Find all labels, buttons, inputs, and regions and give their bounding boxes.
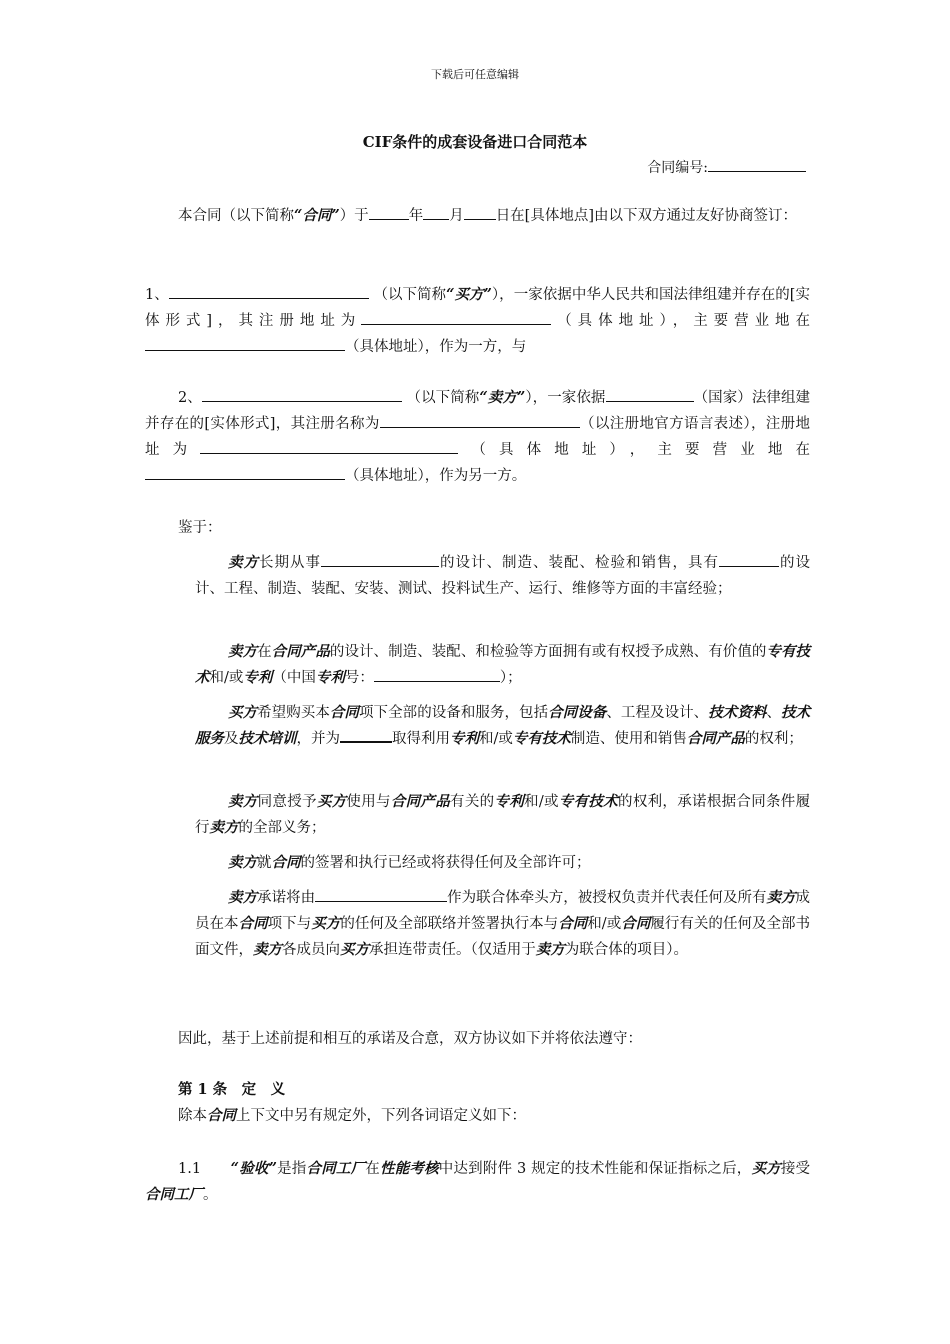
whereas-item-3 <box>195 700 810 752</box>
contract-number <box>647 157 806 177</box>
term: 合同工厂 <box>306 1160 366 1177</box>
text: 承担连带责任。（仅适用于 <box>369 942 536 958</box>
text: （以下简称 <box>406 390 480 406</box>
text: 在 <box>365 1161 380 1177</box>
term: 合同产品 <box>686 730 745 747</box>
text: 月 <box>449 208 464 224</box>
text: （具体地址），作为另一方。 <box>345 468 527 484</box>
text: 、工程及设计、 <box>606 705 709 721</box>
text: 为联合体的项目）。 <box>564 942 688 958</box>
text: 和/或 <box>524 794 559 810</box>
term: 专有技术 <box>558 793 619 810</box>
whereas-item-5 <box>195 850 810 876</box>
text: 和/或 <box>209 670 244 686</box>
text: （具体地址），主要营业地在 <box>551 313 811 329</box>
term: “合同” <box>294 207 340 224</box>
clause-number: 1.1 <box>178 1161 202 1177</box>
article-1-title: 第 1 条 定 义 <box>178 1081 286 1098</box>
whereas-item-4 <box>195 789 810 841</box>
term: 卖方 <box>535 941 565 958</box>
text: 除本 <box>178 1108 207 1124</box>
purpose-blank[interactable] <box>340 727 392 743</box>
term: 专利 <box>315 669 345 686</box>
text: 同意授予 <box>257 794 317 810</box>
term: 买方 <box>751 1160 781 1177</box>
country-blank[interactable] <box>606 387 694 402</box>
experience-blank[interactable] <box>719 552 779 567</box>
text: 各成员向 <box>282 942 340 958</box>
text: 的设计、制造、装配、和检验等方面拥有或有权授予成熟、有价值的 <box>329 644 767 660</box>
text: 承诺将由 <box>257 890 316 906</box>
whereas-label: 鉴于： <box>178 520 222 536</box>
text: 1、 <box>145 287 169 303</box>
text: 、 <box>766 705 782 721</box>
whereas-item-1 <box>195 550 810 602</box>
text: 希望购买本 <box>257 705 330 721</box>
text: 号： <box>344 670 374 686</box>
text: ）； <box>499 670 522 686</box>
text: 的权利，承诺根据合同条件履行 <box>195 794 811 836</box>
seller-address-blank[interactable] <box>200 439 458 454</box>
preamble-paragraph <box>145 203 810 229</box>
buyer-business-blank[interactable] <box>145 336 345 351</box>
term: “买方” <box>446 286 492 303</box>
term: 卖方 <box>228 854 257 871</box>
text: 的签署和执行已经或将获得任何及全部许可； <box>300 855 591 871</box>
whereas-item-2 <box>195 639 810 691</box>
term: “验收” <box>230 1160 277 1177</box>
term: 合同设备 <box>548 704 607 721</box>
term: 卖方 <box>209 819 239 836</box>
party2-paragraph <box>145 385 810 489</box>
text: 有关的 <box>450 794 495 810</box>
term: 买方 <box>311 915 341 932</box>
text: 作为联合体牵头方，被授权负责并代表任何及所有 <box>447 890 767 906</box>
definition-1-1 <box>145 1156 810 1208</box>
term: 合同产品 <box>271 643 330 660</box>
consortium-leader-blank[interactable] <box>315 887 447 902</box>
seller-registered-name-blank[interactable] <box>380 413 580 428</box>
buyer-address-blank[interactable] <box>361 310 551 325</box>
term: 买方 <box>340 941 369 958</box>
text: 项下全部的设备和服务，包括 <box>358 705 549 721</box>
therefore-paragraph: 因此，基于上述前提和相互的承诺及合意，双方协议如下并将依法遵守： <box>178 1031 642 1047</box>
text: 中达到附件 3 规定的技术性能和保证指标之后， <box>438 1161 752 1177</box>
text: 。 <box>203 1187 218 1203</box>
text: （中国 <box>272 670 316 686</box>
year-blank[interactable] <box>369 205 409 220</box>
text: ）于 <box>339 208 369 224</box>
text: 制造、使用和销售 <box>570 731 687 747</box>
term: 技术培训 <box>238 730 297 747</box>
text: 成员在本 <box>195 890 811 932</box>
term: 专有技术 <box>512 730 571 747</box>
text: 的设计、制造、装配、检验和销售，具有 <box>439 555 719 571</box>
term: 专利 <box>494 793 525 810</box>
term: “卖方” <box>479 389 526 406</box>
term: 买方 <box>228 704 258 721</box>
text: 及 <box>224 731 239 747</box>
text: 履行有关的任何及全部书面文件， <box>195 916 811 958</box>
contract-number-label: 合同编号: <box>647 160 708 176</box>
text: ），一家依据 <box>525 390 606 406</box>
term: 合同 <box>621 915 651 932</box>
term: 合同 <box>271 854 301 871</box>
term: 合同 <box>238 915 268 932</box>
text: 长期从事 <box>259 555 321 571</box>
document-title: CIF条件的成套设备进口合同范本 <box>362 133 588 151</box>
text: （国家）法律组建并存在的[实体形式]，其注册名称为 <box>145 390 811 432</box>
term: 合同产品 <box>390 793 451 810</box>
term: 卖方 <box>253 941 282 958</box>
text: 2、 <box>178 390 202 406</box>
text: 就 <box>257 855 272 871</box>
text: ），一家依据中华人民共和国法律组建并存在的[实体形式]，其注册地址为 <box>145 287 810 329</box>
term: 专利 <box>450 730 479 747</box>
seller-business-blank[interactable] <box>145 465 345 480</box>
text: 上下文中另有规定外，下列各词语定义如下： <box>236 1108 526 1124</box>
month-blank[interactable] <box>423 205 449 220</box>
term: 卖方 <box>766 889 796 906</box>
patent-number-blank[interactable] <box>374 667 500 682</box>
whereas-item-6 <box>195 885 810 963</box>
text: 的任何及全部联络并签署执行本与 <box>340 916 559 932</box>
term: 专有技术 <box>195 643 811 686</box>
header-note: 下载后可任意编辑 <box>431 68 519 81</box>
text: 和/或 <box>587 916 622 932</box>
text: 项下与 <box>267 916 312 932</box>
text: 的全部义务； <box>238 820 326 836</box>
term: 合同 <box>207 1107 236 1124</box>
text: 年 <box>408 208 424 224</box>
text: 在 <box>257 644 272 660</box>
term: 卖方 <box>228 643 258 660</box>
text: 使用与 <box>346 794 391 810</box>
text: 接受 <box>780 1161 811 1177</box>
term: 卖方 <box>228 793 258 810</box>
text: （具体地址），主要营业地在 <box>458 442 810 458</box>
seller-name-blank[interactable] <box>202 387 402 402</box>
text: （以下简称 <box>373 287 447 303</box>
buyer-name-blank[interactable] <box>169 284 369 299</box>
term: 合同 <box>558 915 588 932</box>
text: 和/或 <box>479 731 513 747</box>
term: 技术服务 <box>195 704 811 747</box>
day-blank[interactable] <box>464 205 496 220</box>
term: 卖方 <box>228 889 258 906</box>
text: （具体地址），作为一方，与 <box>345 339 527 355</box>
text: 是指 <box>276 1161 307 1177</box>
term: 技术资料 <box>708 704 767 721</box>
term: 专利 <box>243 669 273 686</box>
party1-paragraph <box>145 282 810 360</box>
term: 卖方 <box>228 554 259 571</box>
text: 日在[具体地点]由以下双方通过友好协商签订： <box>495 208 797 224</box>
term: 合同 <box>329 704 359 721</box>
term: 合同工厂 <box>145 1186 203 1203</box>
product-field-blank[interactable] <box>321 552 439 567</box>
text: 的设计、工程、制造、装配、安装、测试、投料试生产、运行、维修等方面的丰富经验； <box>195 555 810 597</box>
text: 取得利用 <box>392 731 450 747</box>
text: ，并为 <box>296 731 340 747</box>
text: 本合同（以下简称 <box>178 208 294 224</box>
text: （以注册地官方语言表述），注册地址为 <box>145 416 810 458</box>
article-1-intro <box>145 1103 810 1129</box>
text: 的权利； <box>744 731 803 747</box>
term: 买方 <box>316 793 347 810</box>
contract-number-blank[interactable] <box>708 157 806 172</box>
term: 性能考核 <box>380 1160 439 1177</box>
